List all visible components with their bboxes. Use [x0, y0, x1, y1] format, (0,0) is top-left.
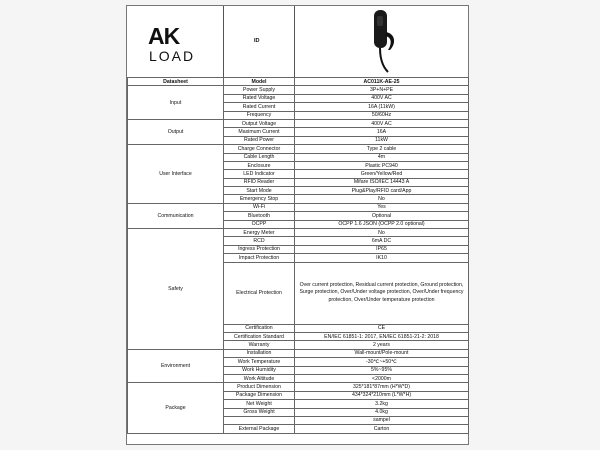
- spec-value: <2000m: [295, 374, 469, 382]
- spec-label: Charge Connector: [224, 145, 295, 153]
- spec-value: 3P+N+PE: [295, 86, 469, 94]
- spec-value: 16A: [295, 128, 469, 136]
- spec-label: Installation: [224, 349, 295, 357]
- logo-load-text: LOAD: [149, 48, 196, 64]
- logo-ak-text: AK: [148, 23, 180, 49]
- spec-label: Ingress Protection: [224, 245, 295, 253]
- table-row: [128, 145, 469, 153]
- spec-value: IK10: [295, 254, 469, 262]
- table-row: [128, 86, 469, 94]
- datasheet: [126, 5, 469, 445]
- spec-label: Work Temperature: [224, 358, 295, 366]
- table-row: [128, 383, 469, 391]
- spec-label: RCD: [224, 237, 295, 245]
- spec-value: 50/60Hz: [295, 111, 469, 119]
- spec-label: Enclosure: [224, 161, 295, 169]
- spec-label: Output Voltage: [224, 119, 295, 127]
- spec-value: Green/Yellow/Red: [295, 170, 469, 178]
- spec-value: -30℃~+50℃: [295, 358, 469, 366]
- spec-value: Plastic PC940: [295, 161, 469, 169]
- section-category: Environment: [128, 349, 224, 383]
- section-category: Safety: [128, 229, 224, 350]
- spec-label: Maximum Current: [224, 128, 295, 136]
- spec-value: No: [295, 229, 469, 237]
- spec-label: LED Indicator: [224, 170, 295, 178]
- spec-label: Work Altitude: [224, 374, 295, 382]
- spec-value: 400V AC: [295, 119, 469, 127]
- spec-value: Plug&Play/RFID card/App: [295, 187, 469, 195]
- spec-value: Mifare ISO/IEC 14443 A: [295, 178, 469, 186]
- spec-value: Carton: [295, 425, 469, 433]
- column-header-model-number: AC011K-AE-25: [295, 78, 469, 86]
- logo: [127, 6, 224, 77]
- spec-value: EN/IEC 61851-1: 2017, EN/IEC 61851-21-2: 2018: [295, 332, 469, 340]
- spec-label: Energy Meter: [224, 229, 295, 237]
- spec-label: Bluetooth: [224, 212, 295, 220]
- spec-label: Frequency: [224, 111, 295, 119]
- spec-label: Electrical Protection: [224, 262, 295, 324]
- spec-label: Certification: [224, 324, 295, 332]
- spec-label: Certification Standard: [224, 332, 295, 340]
- section-category: Output: [128, 119, 224, 144]
- spec-value: No: [295, 195, 469, 203]
- spec-value: 5%~95%: [295, 366, 469, 374]
- spec-label: OCPP: [224, 220, 295, 228]
- spec-value: Yes: [295, 203, 469, 211]
- section-category: Package: [128, 383, 224, 433]
- spec-value: Optional: [295, 212, 469, 220]
- table-row: [128, 119, 469, 127]
- spec-table: [127, 77, 469, 434]
- table-header-row: [128, 78, 469, 86]
- spec-label: Rated Current: [224, 103, 295, 111]
- spec-value: 2 years: [295, 341, 469, 349]
- spec-label: External Package: [224, 425, 295, 433]
- spec-value: 3.2kg: [295, 400, 469, 408]
- spec-value: Over current protection, Residual current protection, Ground protection, Surge protection, Over/Under voltage protection, Over/Under frequency protection, Over/Under temperature protection: [295, 262, 469, 324]
- table-row: [128, 203, 469, 211]
- spec-label: Emergency Stop: [224, 195, 295, 203]
- spec-value: 325*181*87mm (H*W*D): [295, 383, 469, 391]
- column-header-model: Model: [224, 78, 295, 86]
- spec-value: 4.0kg: [295, 408, 469, 416]
- spec-label: [224, 416, 295, 424]
- spec-label: Gross Weight: [224, 408, 295, 416]
- spec-value: OCPP 1.6 JSON (OCPP 2.0 optional): [295, 220, 469, 228]
- spec-value: 6mA DC: [295, 237, 469, 245]
- spec-label: Work Humidity: [224, 366, 295, 374]
- spec-label: Impact Protection: [224, 254, 295, 262]
- spec-label: Rated Power: [224, 136, 295, 144]
- ev-charger-image: [370, 10, 400, 74]
- spec-value: sampel: [295, 416, 469, 424]
- spec-label: Wi-Fi: [224, 203, 295, 211]
- spec-label: Warranty: [224, 341, 295, 349]
- spec-label: Cable Length: [224, 153, 295, 161]
- spec-label: Rated Voltage: [224, 94, 295, 102]
- spec-value: CE: [295, 324, 469, 332]
- spec-value: Wall-mount/Pole-mount: [295, 349, 469, 357]
- id-label: ID: [254, 38, 260, 44]
- section-category: Communication: [128, 203, 224, 228]
- column-header-datasheet: Datasheet: [128, 78, 224, 86]
- id-cell: [223, 6, 295, 77]
- table-row: [128, 349, 469, 357]
- spec-value: 11kW: [295, 136, 469, 144]
- spec-label: Power Supply: [224, 86, 295, 94]
- spec-label: Package Dimension: [224, 391, 295, 399]
- spec-value: 434*324*210mm (L*W*H): [295, 391, 469, 399]
- spec-value: 4m: [295, 153, 469, 161]
- spec-value: 16A (11kW): [295, 103, 469, 111]
- product-image-cell: [294, 6, 468, 77]
- datasheet-header: [127, 6, 468, 78]
- table-row: [128, 229, 469, 237]
- spec-label: Net Weight: [224, 400, 295, 408]
- section-category: User Interface: [128, 145, 224, 204]
- spec-label: Product Dimension: [224, 383, 295, 391]
- spec-value: IP65: [295, 245, 469, 253]
- spec-value: 400V AC: [295, 94, 469, 102]
- spec-label: RFID Reader: [224, 178, 295, 186]
- spec-label: Start Mode: [224, 187, 295, 195]
- section-category: Input: [128, 86, 224, 120]
- spec-value: Type 2 cable: [295, 145, 469, 153]
